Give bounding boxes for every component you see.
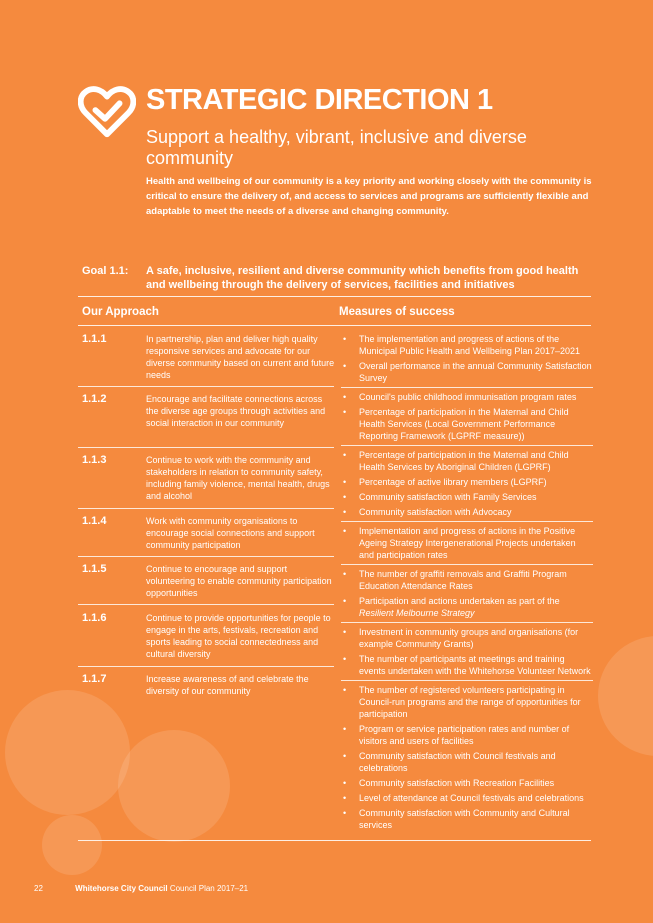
approach-text: In partnership, plan and deliver high quality responsive services and advocate for our diverse community based on current and future needs [146,334,335,380]
measure-item: • Community satisfaction with Advocacy [341,506,593,518]
approach-text: Increase awareness of and celebrate the diversity of our community [146,674,309,696]
measure-item: • The number of graffiti removals and Graffiti Program Education Attendance Rates [341,568,593,592]
approach-number: 1.1.7 [82,673,107,685]
measure-item: • Investment in community groups and organisations (for example Community Grants) [341,626,593,650]
measure-item: • The number of participants at meetings and training events undertaken with the Whitehorse Volunteer Network [341,653,593,677]
footer [34,884,248,893]
divider [78,508,334,509]
measure-item: • Community satisfaction with Community and Cultural services [341,807,593,831]
divider [341,622,593,623]
approach-text: Continue to work with the community and stakeholders in relation to community safety, including family violence, mental health, drugs and alcohol [146,455,330,501]
page-title: STRATEGIC DIRECTION 1 [146,84,493,116]
decorative-bubble [5,690,130,815]
measure-item: • Overall performance in the annual Community Satisfaction Survey [341,360,593,384]
divider [78,386,334,387]
approach-text: Work with community organisations to encourage social connections and support community participation [146,516,315,550]
measure-item [341,595,593,619]
measure-item: • Implementation and progress of actions in the Positive Ageing Strategy Intergenerational Projects undertaken and participation rates [341,525,593,561]
goal-label: Goal 1.1: [82,265,129,277]
decorative-bubble [598,636,653,756]
goal-text: A safe, inclusive, resilient and diverse community which benefits from good health and wellbeing through the delivery of services, facilities and initiatives [146,265,579,291]
measure-item: • The number of registered volunteers participating in Council-run programs and the range of opportunities for participation [341,684,593,720]
divider [78,325,591,326]
footer-org: Whitehorse City Council [75,884,168,893]
divider [341,387,593,388]
measure-text: Participation and actions undertaken as part of the [359,596,560,606]
divider [341,445,593,446]
approach-text: Continue to provide opportunities for people to engage in the arts, festivals, recreation and sports leading to social connectedness and cultural diversity [146,613,331,659]
measures-list [341,333,593,834]
divider [341,680,593,681]
divider [78,840,591,841]
approach-header: Our Approach [82,306,159,318]
approach-number: 1.1.2 [82,393,107,405]
measure-item: • Community satisfaction with Family Services [341,491,593,503]
approach-number: 1.1.4 [82,515,107,527]
approach-number: 1.1.5 [82,563,107,575]
measure-item: • Percentage of active library members (LGPRF) [341,476,593,488]
measure-item: • Community satisfaction with Council festivals and celebrations [341,750,593,774]
divider [341,521,593,522]
page-subtitle: Support a healthy, vibrant, inclusive and diverse community [146,127,527,168]
measure-item: • Percentage of participation in the Maternal and Child Health Services by Aboriginal Children (LGPRF) [341,449,593,473]
approach-number: 1.1.6 [82,612,107,624]
measure-strategy-name: Resilient Melbourne Strategy [359,608,475,618]
measure-item: • Percentage of participation in the Maternal and Child Health Services (Local Government Performance Reporting Framework (LGPRF measure)) [341,406,593,442]
approach-text: Encourage and facilitate connections across the diverse age groups through activities and social interaction in our community [146,394,326,428]
measure-item: • The implementation and progress of actions of the Municipal Public Health and Wellbeing Plan 2017–2021 [341,333,593,357]
approach-text: Continue to encourage and support volunteering to enable community participation opportunities [146,564,332,598]
measure-item: • Council's public childhood immunisation program rates [341,391,593,403]
divider [78,666,334,667]
measures-header: Measures of success [339,306,455,318]
measure-item: • Level of attendance at Council festivals and celebrations [341,792,593,804]
divider [78,556,334,557]
approach-number: 1.1.1 [82,333,107,345]
divider [341,564,593,565]
divider [78,296,591,297]
divider [78,447,334,448]
intro-paragraph: Health and wellbeing of our community is a key priority and working closely with the community is critical to ensure the delivery of, and access to services and programs are sufficiently flexible and adaptable to meet the needs of a diverse and changing community. [146,176,592,217]
decorative-bubble [118,730,230,842]
approach-number: 1.1.3 [82,454,107,466]
page-number: 22 [34,884,43,893]
footer-doc: Council Plan 2017–21 [169,884,249,893]
measure-item: • Program or service participation rates and number of visitors and users of facilities [341,723,593,747]
divider [78,604,334,605]
heart-check-icon [78,84,136,142]
decorative-bubble [42,815,102,875]
measure-item: • Community satisfaction with Recreation Facilities [341,777,593,789]
